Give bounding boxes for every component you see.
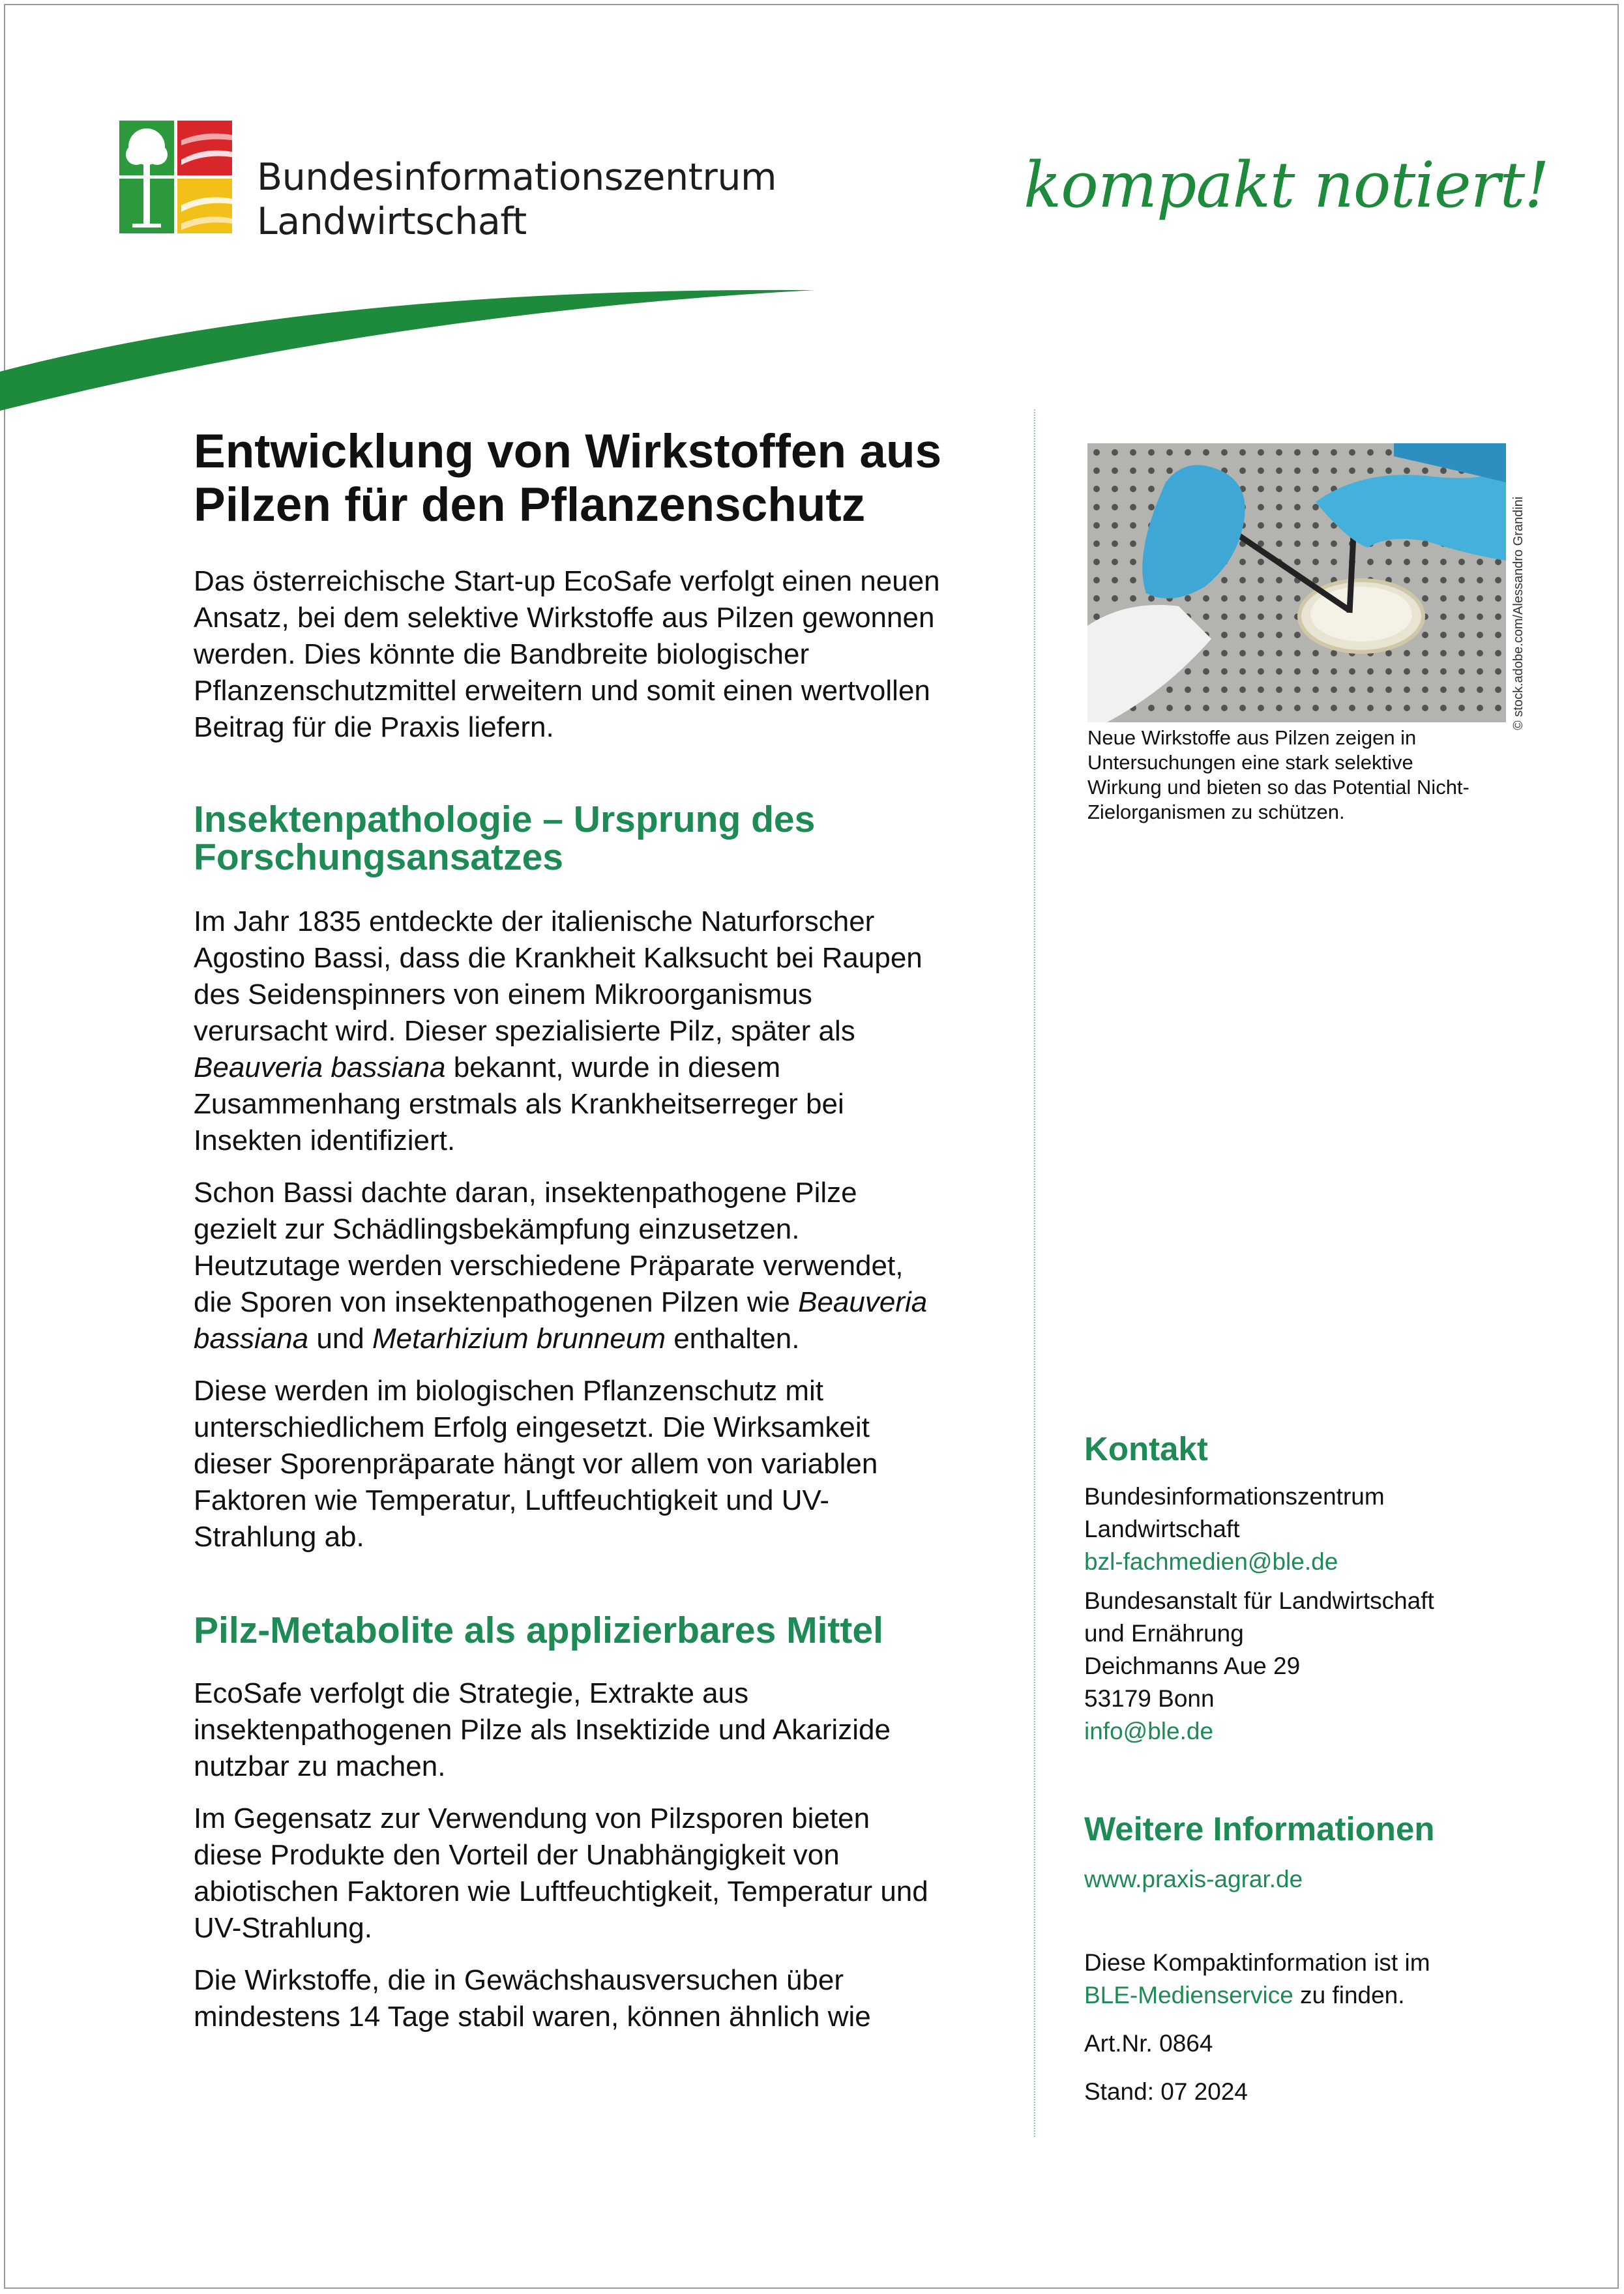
- section1-paragraph2: [194, 1175, 996, 1357]
- slogan: kompakt notiert!: [1024, 149, 1549, 222]
- more-info-url-line: [1084, 1863, 1554, 1896]
- header-swoosh: [0, 274, 821, 417]
- paragraph-line: Die Wirkstoffe, die in Gewächshausversuchen über: [194, 1964, 844, 1996]
- contact-heading: Kontakt: [1084, 1430, 1208, 1467]
- paragraph-line: verursacht wird. Dieser spezialisierte Pilz, später als: [194, 1015, 855, 1047]
- contact-org1-line2: Landwirtschaft: [1084, 1516, 1240, 1542]
- praxis-agrar-link[interactable]: www.praxis-agrar.de: [1084, 1866, 1303, 1892]
- contact-org2-email-link[interactable]: info@ble.de: [1084, 1718, 1214, 1744]
- medienservice-note: [1084, 1947, 1554, 2012]
- intro-line: Ansatz, bei dem selektive Wirkstoffe aus Pilzen gewonnen: [194, 602, 935, 634]
- contact-city: 53179 Bonn: [1084, 1685, 1215, 1712]
- section1-heading-line1: Insektenpathologie – Ursprung des: [194, 799, 816, 840]
- org-name-line2: Landwirtschaft: [257, 200, 527, 243]
- contact-org1-line1: Bundesinformationszentrum: [1084, 1483, 1385, 1510]
- lab-photo: [1087, 443, 1506, 722]
- paragraph-line: bekannt, wurde in diesem: [445, 1051, 781, 1083]
- paragraph-line: Schon Bassi dachte daran, insektenpathogene Pilze: [194, 1177, 857, 1209]
- section1-paragraph1: [194, 904, 996, 1159]
- species-name: bassiana: [194, 1323, 309, 1355]
- species-name: Metarhizium brunneum: [372, 1323, 666, 1355]
- paragraph-line: Heutzutage werden verschiedene Präparate verwendet,: [194, 1250, 904, 1282]
- column-divider: [1034, 409, 1035, 2137]
- paragraph-line: insektenpathogenen Pilze als Insektizide und Akarizide: [194, 1714, 891, 1746]
- paragraph-line: nutzbar zu machen.: [194, 1750, 446, 1782]
- bzl-logo-icon: [119, 121, 232, 233]
- medienservice-note-rest: zu finden.: [1293, 1982, 1405, 2008]
- org-name: [257, 155, 776, 244]
- paragraph-line: Insekten identifiziert.: [194, 1125, 456, 1156]
- contact-street: Deichmanns Aue 29: [1084, 1653, 1301, 1679]
- org-name-line1: Bundesinformationszentrum: [257, 156, 777, 199]
- more-info-box: [1084, 1810, 1554, 2108]
- article: [194, 425, 996, 2035]
- paragraph-line: Im Gegensatz zur Verwendung von Pilzsporen bieten: [194, 1802, 870, 1834]
- section2-paragraph2: [194, 1801, 996, 1947]
- intro-line: Beitrag für die Praxis liefern.: [194, 711, 554, 743]
- medienservice-note-line1: Diese Kompaktinformation ist im: [1084, 1949, 1430, 1976]
- more-info-heading: Weitere Informationen: [1084, 1810, 1435, 1847]
- photo-credit: © stock.adobe.com/Alessandro Grandini: [1511, 496, 1526, 730]
- intro-line: Das österreichische Start-up EcoSafe verfolgt einen neuen: [194, 565, 940, 597]
- paragraph-line: diese Produkte den Vorteil der Unabhängigkeit von: [194, 1839, 840, 1871]
- contact-org1: [1084, 1480, 1554, 1578]
- paragraph-line: Zusammenhang erstmals als Krankheitserreger bei: [194, 1088, 844, 1120]
- caption-line: Untersuchungen eine stark selektive: [1087, 751, 1413, 774]
- publication-date: Stand: 07 2024: [1084, 2078, 1248, 2105]
- paragraph-line: EcoSafe verfolgt die Strategie, Extrakte aus: [194, 1677, 749, 1709]
- contact-box: [1084, 1430, 1554, 1748]
- species-name: Beauveria bassiana: [194, 1051, 446, 1083]
- intro-line: Pflanzenschutzmittel erweitern und somit einen wertvollen: [194, 675, 930, 707]
- section1-heading-line2: Forschungsansatzes: [194, 836, 563, 878]
- article-title-line2: Pilzen für den Pflanzenschutz: [194, 478, 866, 531]
- section1-paragraph3: [194, 1373, 996, 1555]
- section2-paragraph3: [194, 1962, 996, 2035]
- paragraph-line: Strahlung ab.: [194, 1521, 364, 1553]
- paragraph-line: und: [308, 1323, 373, 1355]
- section2-paragraph1: [194, 1675, 996, 1785]
- caption-line: Neue Wirkstoffe aus Pilzen zeigen in: [1087, 726, 1417, 749]
- caption-line: Wirkung und bieten so das Potential Nicht-: [1087, 776, 1469, 799]
- ble-medienservice-link[interactable]: BLE-Medienservice: [1084, 1982, 1293, 2008]
- paragraph-line: mindestens 14 Tage stabil waren, können ähnlich wie: [194, 2001, 871, 2033]
- section2-heading: Pilz-Metabolite als applizierbares Mittel: [194, 1610, 883, 1651]
- paragraph-line: gezielt zur Schädlingsbekämpfung einzusetzen.: [194, 1213, 800, 1245]
- paragraph-line: abiotischen Faktoren wie Luftfeuchtigkeit, Temperatur und: [194, 1875, 928, 1907]
- section1-heading: [194, 801, 996, 876]
- contact-org2: [1084, 1585, 1554, 1748]
- article-title-line1: Entwicklung von Wirkstoffen aus: [194, 425, 942, 478]
- intro-paragraph: [194, 563, 996, 746]
- paragraph-line: enthalten.: [665, 1323, 800, 1355]
- species-name: Beauveria: [798, 1286, 928, 1318]
- contact-org2-line1: Bundesanstalt für Landwirtschaft: [1084, 1587, 1434, 1614]
- caption-line: Zielorganismen zu schützen.: [1087, 801, 1345, 823]
- paragraph-line: dieser Sporenpräparate hängt vor allem von variablen: [194, 1448, 878, 1480]
- paragraph-line: Faktoren wie Temperatur, Luftfeuchtigkeit und UV-: [194, 1484, 830, 1516]
- paragraph-line: des Seidenspinners von einem Mikroorganismus: [194, 978, 812, 1010]
- contact-org2-line2: und Ernährung: [1084, 1620, 1244, 1647]
- paragraph-line: Diese werden im biologischen Pflanzenschutz mit: [194, 1375, 824, 1407]
- paragraph-line: die Sporen von insektenpathogenen Pilzen wie: [194, 1286, 799, 1318]
- paragraph-line: Agostino Bassi, dass die Krankheit Kalksucht bei Raupen: [194, 942, 923, 974]
- paragraph-line: Im Jahr 1835 entdeckte der italienische Naturforscher: [194, 905, 875, 937]
- photo-caption: [1087, 726, 1505, 825]
- paragraph-line: UV-Strahlung.: [194, 1912, 372, 1944]
- contact-org1-email-link[interactable]: bzl-fachmedien@ble.de: [1084, 1548, 1338, 1575]
- paragraph-line: unterschiedlichem Erfolg eingesetzt. Die Wirksamkeit: [194, 1411, 870, 1443]
- intro-line: werden. Dies könnte die Bandbreite biologischer: [194, 638, 810, 670]
- article-number: Art.Nr. 0864: [1084, 2030, 1213, 2057]
- article-title: [194, 425, 996, 532]
